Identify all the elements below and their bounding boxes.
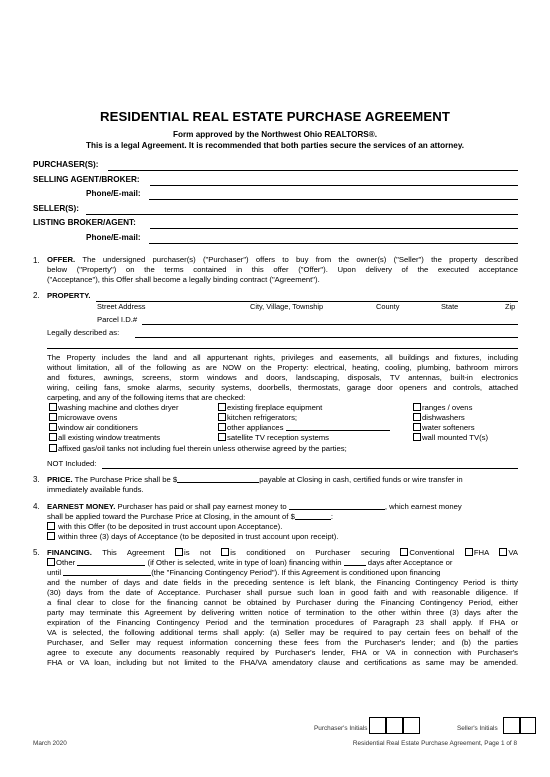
- parcel-label: Parcel I.D.#: [97, 315, 138, 324]
- checkbox-icon[interactable]: [400, 548, 408, 556]
- selling-phone-label: Phone/E-mail:: [86, 189, 141, 198]
- financing-days-field[interactable]: [344, 558, 366, 566]
- earnest-number: 4.: [33, 502, 40, 511]
- purchaser-initials-label: Purchaser's Initials: [314, 725, 368, 732]
- col-county: County: [376, 302, 400, 311]
- checkbox-icon[interactable]: [49, 444, 57, 452]
- property-includes-line-4: wiring, ceiling fans, smoke alarms, security systems, doorbells, thermostats, garage door openers and controls, attached: [47, 383, 518, 392]
- selling-agent-label: SELLING AGENT/BROKER:: [33, 175, 140, 184]
- page-number: Residential Real Estate Purchase Agreement, Page 1 of 8: [352, 740, 517, 747]
- checkbox-icon[interactable]: [175, 548, 183, 556]
- form-date: March 2020: [33, 740, 67, 747]
- approval-note: Form approved by the Northwest Ohio REALTORS®.: [172, 130, 378, 139]
- col-city: City, Village, Township: [250, 302, 324, 311]
- purchaser-label: PURCHASER(S):: [33, 160, 99, 169]
- col-zip: Zip: [505, 302, 516, 311]
- earnest-option-with-offer[interactable]: with this Offer (to be deposited in trust account upon Acceptance).: [47, 522, 282, 532]
- checkbox-icon[interactable]: [218, 433, 226, 441]
- document-title: RESIDENTIAL REAL ESTATE PURCHASE AGREEMENT: [99, 109, 451, 124]
- listing-phone-label: Phone/E-mail:: [86, 233, 141, 242]
- financing-line-12: FHA or VA loan, including but not limited to the FHA/VA amendatory clause and certifications as same may be amended.: [47, 658, 518, 667]
- purchaser-initials-box-1[interactable]: [369, 717, 386, 734]
- purchaser-initials-box-3[interactable]: [403, 717, 420, 734]
- offer-line-1: OFFER. The undersigned purchaser(s) ("Purchaser") offers to buy from the owner(s) ("Seller") the property described: [47, 255, 518, 264]
- financing-number: 5.: [33, 548, 40, 557]
- seller-initials-box-2[interactable]: [520, 717, 536, 734]
- col-state: State: [441, 302, 459, 311]
- checkbox-satellite-tv[interactable]: satellite TV reception systems: [218, 433, 329, 443]
- checkbox-fuel-tanks[interactable]: affixed gas/oil tanks not including fuel therein unless otherwise agreed by the parties;: [49, 444, 347, 454]
- legal-description-label: Legally described as:: [47, 328, 120, 337]
- listing-broker-label: LISTING BROKER/AGENT:: [33, 218, 136, 227]
- financing-line-1: FINANCING. This Agreement is not is conditioned on Purchaser securing Conventional FHA VA: [47, 548, 518, 557]
- checkbox-icon[interactable]: [47, 532, 55, 540]
- checkbox-icon[interactable]: [49, 423, 57, 431]
- checkbox-water-softeners[interactable]: water softeners: [413, 423, 475, 433]
- checkbox-icon[interactable]: [413, 413, 421, 421]
- offer-line-2: below ("Property") on the terms contained in this offer ("Offer"). Upon delivery of the executed acceptance: [47, 265, 518, 274]
- legal-notice: This is a legal Agreement. It is recommended that both parties secure the services of an attorney.: [85, 141, 465, 150]
- checkbox-icon[interactable]: [49, 413, 57, 421]
- checkbox-icon[interactable]: [218, 403, 226, 411]
- price-line-1: PRICE. The Purchase Price shall be $ payable at Closing in cash, certified funds or wire transfer in: [47, 475, 463, 484]
- checkbox-washer-dryer[interactable]: washing machine and clothes dryer: [49, 403, 179, 413]
- property-heading: PROPERTY.: [47, 291, 91, 300]
- selling-agent-field[interactable]: [150, 185, 518, 186]
- purchaser-initials-box-2[interactable]: [386, 717, 403, 734]
- checkbox-icon[interactable]: [47, 558, 55, 566]
- financing-until-field[interactable]: [63, 568, 151, 576]
- parcel-field[interactable]: [142, 324, 518, 325]
- other-appliances-field[interactable]: [286, 423, 390, 431]
- financing-line-2: Other (if Other is selected, write in type of loan) financing within days after Acceptance or: [47, 558, 452, 568]
- checkbox-icon[interactable]: [499, 548, 507, 556]
- legal-description-field[interactable]: [135, 337, 518, 338]
- seller-label: SELLER(S):: [33, 204, 79, 213]
- col-street-address: Street Address: [97, 302, 146, 311]
- not-included-field[interactable]: [102, 468, 518, 469]
- financing-line-3: until (the "Financing Contingency Period"). If this Agreement is conditioned upon financing: [47, 568, 441, 577]
- checkbox-icon[interactable]: [218, 413, 226, 421]
- seller-initials-label: Seller's Initials: [457, 725, 498, 732]
- property-number: 2.: [33, 291, 40, 300]
- price-line-2: immediately available funds.: [47, 485, 144, 494]
- legal-description-field-2[interactable]: [47, 348, 518, 349]
- financing-line-8: expiration of the Financing Contingency Period and the termination procedures of Paragraph 23 shall apply. If FHA or: [47, 618, 518, 627]
- checkbox-icon[interactable]: [49, 433, 57, 441]
- offer-line-3: ("Acceptance"), this Offer shall become a legally binding contract ("Agreement").: [47, 275, 320, 284]
- checkbox-icon[interactable]: [465, 548, 473, 556]
- checkbox-wall-tv[interactable]: wall mounted TV(s): [413, 433, 488, 443]
- offer-number: 1.: [33, 256, 40, 265]
- price-number: 3.: [33, 475, 40, 484]
- property-includes-line-3: and fixtures, awnings, screens, storm windows and doors, landscaping, disposals, TV antennas, built-in electronics: [47, 373, 518, 382]
- listing-broker-field[interactable]: [150, 228, 518, 229]
- checkbox-window-ac[interactable]: window air conditioners: [49, 423, 138, 433]
- seller-initials-box-1[interactable]: [503, 717, 520, 734]
- checkbox-icon[interactable]: [47, 522, 55, 530]
- financing-line-4: and the number of days and date fields in the preceding sentence is left blank, the Financing Contingency Period is thirty: [47, 578, 518, 587]
- checkbox-icon[interactable]: [221, 548, 229, 556]
- not-included-label: NOT Included:: [47, 459, 97, 468]
- checkbox-dishwashers[interactable]: dishwashers: [413, 413, 465, 423]
- earnest-holder-field[interactable]: [289, 502, 385, 510]
- checkbox-ranges-ovens[interactable]: ranges / ovens: [413, 403, 472, 413]
- property-includes-line-2: without limitation, all of the following as are NOW on the Property: electrical, heating, cooling, plumbing, bathroom mirrors: [47, 363, 518, 372]
- checkbox-icon[interactable]: [413, 423, 421, 431]
- financing-line-9: VA is selected, the following additional terms shall apply: (a) Seller may be required to pay certain fees on behalf of the: [47, 628, 518, 637]
- financing-line-11: agree to execute any documents reasonably required by Purchaser's lender, FHA or VA in connection with Purchaser's: [47, 648, 518, 657]
- checkbox-icon[interactable]: [218, 423, 226, 431]
- financing-line-10: Purchaser, and Seller may request information concerning these fees from the Purchaser's lender; and (b) the parties: [47, 638, 518, 647]
- checkbox-icon[interactable]: [413, 403, 421, 411]
- checkbox-icon[interactable]: [413, 433, 421, 441]
- purchase-price-field[interactable]: [177, 475, 259, 483]
- checkbox-microwave[interactable]: microwave ovens: [49, 413, 117, 423]
- property-includes-line-1: The Property includes the land and all appurtenant rights, privileges and easements, all buildings and fixtures, including: [47, 353, 518, 362]
- checkbox-window-treatments[interactable]: all existing window treatments: [49, 433, 160, 443]
- financing-line-5: (30) days from the date of Acceptance. Purchaser shall pursue such loan in good faith and with reasonable diligence. If: [47, 588, 518, 597]
- checkbox-other-appliances[interactable]: other appliances: [218, 423, 390, 433]
- financing-line-7: party may terminate this Agreement by delivering written notice of termination to the other within three (3) days after the: [47, 608, 518, 617]
- other-loan-type-field[interactable]: [77, 558, 145, 566]
- checkbox-fireplace[interactable]: existing fireplace equipment: [218, 403, 322, 413]
- checkbox-icon[interactable]: [49, 403, 57, 411]
- earnest-line-2: shall be applied toward the Purchase Price at Closing, in the amount of $ :: [47, 512, 333, 521]
- seller-field[interactable]: [86, 214, 518, 215]
- listing-phone-field[interactable]: [149, 243, 518, 244]
- purchaser-field[interactable]: [108, 170, 518, 171]
- earnest-option-three-days[interactable]: within three (3) days of Acceptance (to be deposited in trust account upon receipt).: [47, 532, 338, 542]
- financing-line-6: a final clear to close for the financing cannot be obtained by Purchaser during the Financing Contingency Period, either: [47, 598, 518, 607]
- selling-phone-field[interactable]: [149, 199, 518, 200]
- checkbox-refrigerators[interactable]: kitchen refrigerators;: [218, 413, 297, 423]
- earnest-line-1: EARNEST MONEY. Purchaser has paid or shall pay earnest money to , which earnest money: [47, 502, 462, 511]
- property-includes-line-5: carpeting, and any of the following items that are checked:: [47, 393, 246, 402]
- earnest-amount-field[interactable]: [295, 512, 331, 520]
